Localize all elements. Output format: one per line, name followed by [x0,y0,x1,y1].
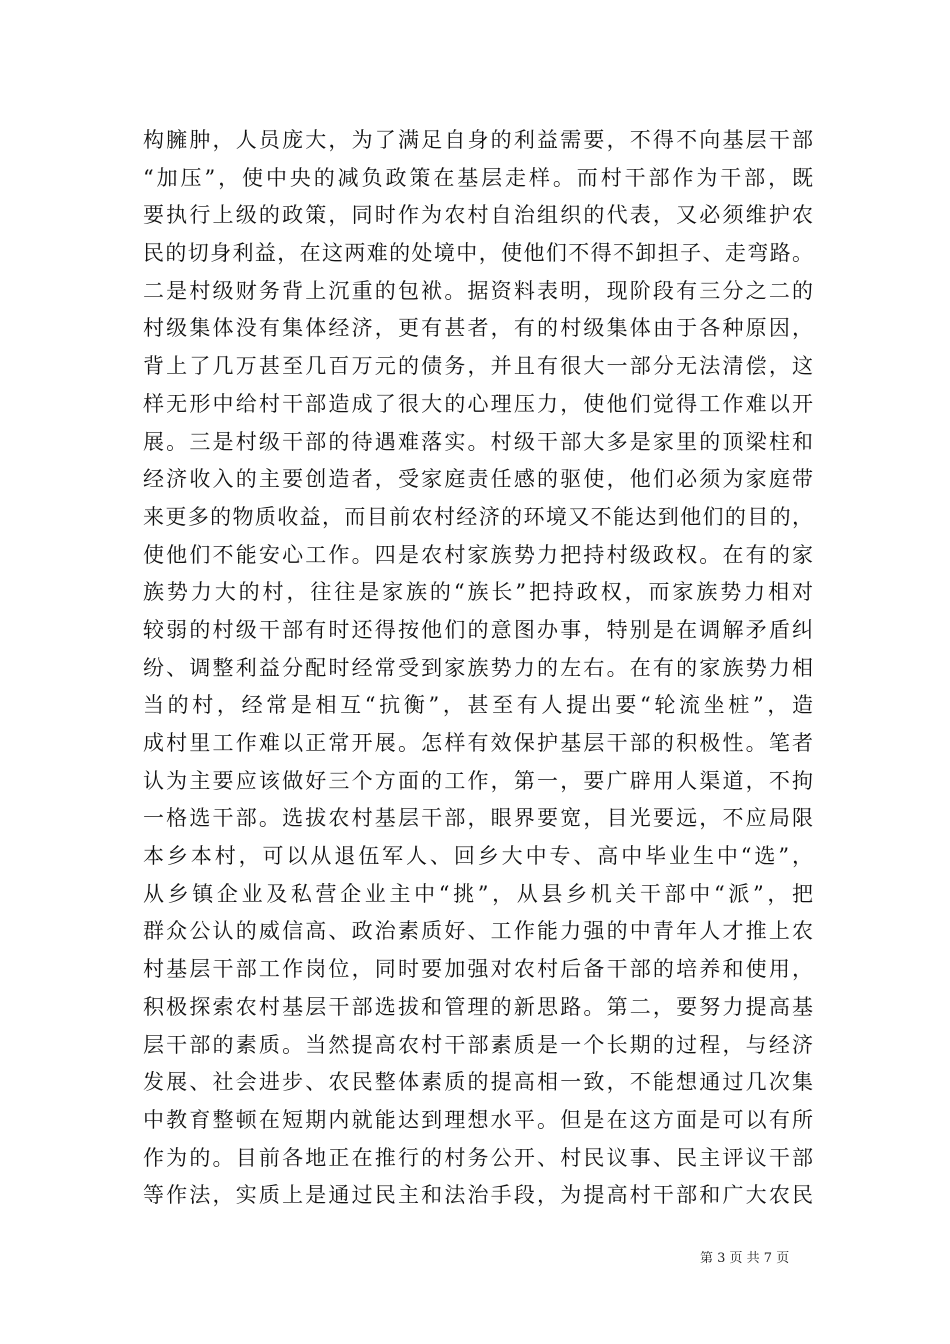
text-line: 认为主要应该做好三个方面的工作，第一，要广辟用人渠道，不拘 [143,768,813,793]
text-line: 来更多的物质收益，而目前农村经济的环境又不能达到他们的目的， [143,504,813,529]
text-line: 背上了几万甚至几百万元的债务，并且有很大一部分无法清偿，这 [143,354,813,379]
text-line: 较弱的村级干部有时还得按他们的意图办事，特别是在调解矛盾纠 [143,617,813,642]
text-line: 群众公认的威信高、政治素质好、工作能力强的中青年人才推上农 [143,919,813,944]
text-line: 经济收入的主要创造者，受家庭责任感的驱使，他们必须为家庭带 [143,467,813,492]
text-line: 积极探索农村基层干部选拔和管理的新思路。第二，要努力提高基 [143,994,813,1019]
text-line: 样无形中给村干部造成了很大的心理压力，使他们觉得工作难以开 [143,391,813,416]
body-text [143,122,813,1215]
text-line: 村基层干部工作岗位，同时要加强对农村后备干部的培养和使用， [143,957,813,982]
text-line: 构臃肿，人员庞大，为了满足自身的利益需要，不得不向基层干部 [143,128,813,152]
text-line: 展。三是村级干部的待遇难落实。村级干部大多是家里的顶梁柱和 [143,429,813,454]
page-number-footer: 第 3 页 共 7 页 [700,1251,790,1266]
text-line: 等作法，实质上是通过民主和法治手段，为提高村干部和广大农民 [143,1183,813,1208]
text-line: 一格选干部。选拔农村基层干部，眼界要宽，目光要远，不应局限 [143,806,813,831]
text-line: 族势力大的村，往往是家族的“族长”把持政权，而家族势力相对 [143,580,813,605]
text-line: 民的切身利益，在这两难的处境中，使他们不得不卸担子、走弯路。 [143,241,813,266]
text-line: 从乡镇企业及私营企业主中“挑”，从县乡机关干部中“派”，把 [143,881,813,906]
text-line: 当的村，经常是相互“抗衡”，甚至有人提出要“轮流坐桩”，造 [143,693,813,718]
text-line: “加压”，使中央的减负政策在基层走样。而村干部作为干部，既 [143,165,813,190]
text-line: 要执行上级的政策，同时作为农村自治组织的代表，又必须维护农 [143,203,813,228]
text-line: 使他们不能安心工作。四是农村家族势力把持村级政权。在有的家 [143,542,813,567]
text-line: 层干部的素质。当然提高农村干部素质是一个长期的过程，与经济 [143,1032,813,1057]
text-line: 二是村级财务背上沉重的包袱。据资料表明，现阶段有三分之二的 [143,278,813,303]
text-line: 纷、调整利益分配时经常受到家族势力的左右。在有的家族势力相 [143,655,813,680]
text-line: 成村里工作难以正常开展。怎样有效保护基层干部的积极性。笔者 [143,731,813,755]
text-line: 村级集体没有集体经济，更有甚者，有的村级集体由于各种原因， [143,316,813,341]
text-line: 中教育整顿在短期内就能达到理想水平。但是在这方面是可以有所 [143,1107,813,1132]
text-line: 作为的。目前各地正在推行的村务公开、村民议事、民主评议干部 [143,1145,813,1170]
text-line: 发展、社会进步、农民整体素质的提高相一致，不能想通过几次集 [143,1070,813,1095]
text-line: 本乡本村，可以从退伍军人、回乡大中专、高中毕业生中“选”， [143,844,813,869]
